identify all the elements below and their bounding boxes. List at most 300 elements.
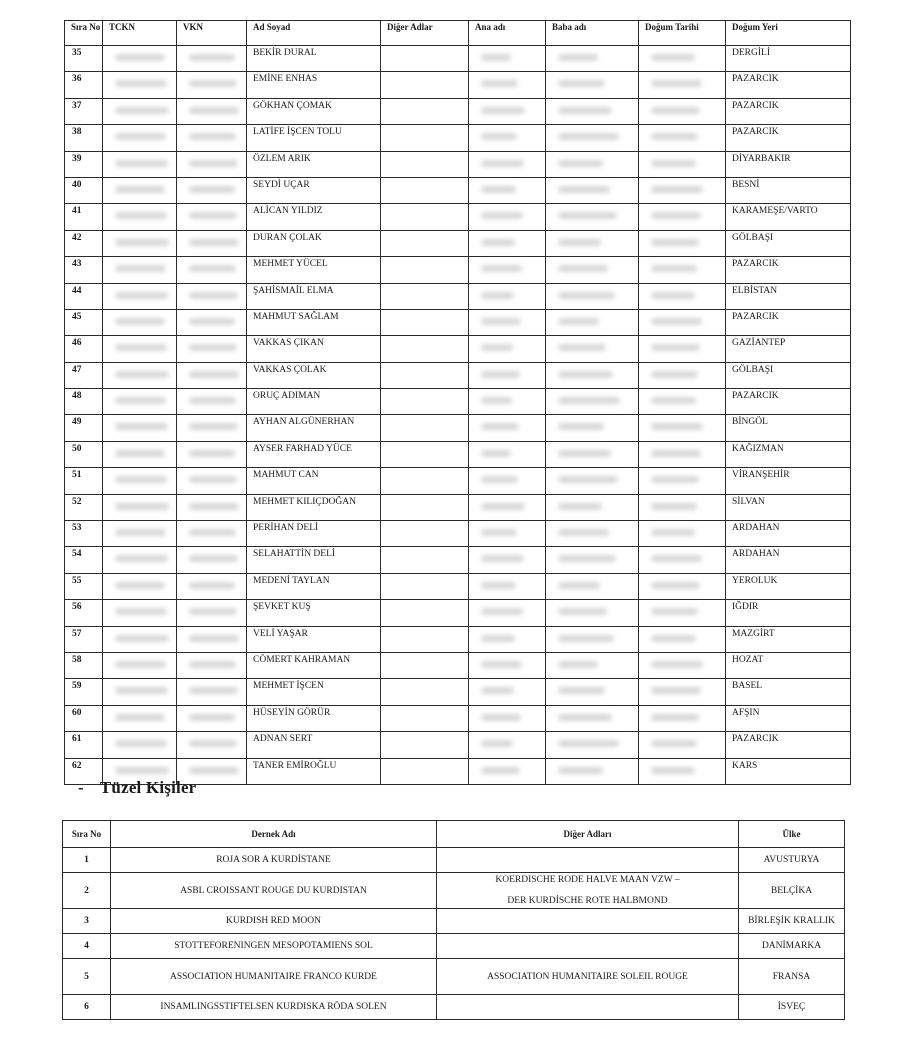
other-names-cell: [381, 705, 469, 731]
redaction-blur: [651, 54, 695, 61]
org-other-names-lines: [437, 971, 738, 983]
person-name: MEDENİ TAYLAN: [247, 573, 381, 599]
org-row-number: 2: [63, 873, 111, 909]
redaction-blur: [115, 423, 168, 430]
other-names-cell: [381, 125, 469, 151]
redacted-mother-cell: [469, 98, 546, 124]
redacted-vkn-cell: [177, 177, 247, 203]
row-number: 47: [65, 362, 103, 388]
birth-place: BESNİ: [726, 177, 851, 203]
org-name: INSAMLINGSSTIFTELSEN KURDISKA RÖDA SOLEN: [111, 995, 437, 1020]
row-number: 45: [65, 309, 103, 335]
redaction-blur: [481, 635, 515, 642]
redaction-blur: [481, 292, 514, 299]
redaction-blur: [189, 503, 239, 510]
person-name: SEYDİ UÇAR: [247, 177, 381, 203]
redaction-blur: [189, 292, 238, 299]
redacted-birth-date-cell: [639, 204, 726, 230]
birth-place: ARDAHAN: [726, 521, 851, 547]
person-name: HÜSEYİN GÖRÜR: [247, 705, 381, 731]
redaction-blur: [115, 767, 169, 774]
header-birth-date: Doğum Tarihi: [639, 21, 726, 46]
redaction-blur: [115, 608, 167, 615]
other-names-cell: [381, 230, 469, 256]
redaction-blur: [189, 529, 236, 536]
redaction-blur: [481, 555, 524, 562]
organizations-table: [62, 820, 845, 1020]
org-name: ASBL CROISSANT ROUGE DU KURDISTAN: [111, 873, 437, 909]
person-name: AYSER FARHAD YÜCE: [247, 441, 381, 467]
redaction-blur: [651, 740, 697, 747]
redacted-vkn-cell: [177, 98, 247, 124]
table-row: [65, 494, 851, 520]
redaction-blur: [115, 186, 165, 193]
row-number: 46: [65, 336, 103, 362]
org-other-names: [437, 909, 739, 934]
redaction-blur: [481, 714, 521, 721]
redacted-father-cell: [546, 732, 639, 758]
row-number: 60: [65, 705, 103, 731]
row-number: 43: [65, 257, 103, 283]
org-other-names: [437, 848, 739, 873]
redacted-tckn-cell: [103, 125, 177, 151]
redacted-vkn-cell: [177, 600, 247, 626]
redacted-birth-date-cell: [639, 521, 726, 547]
birth-place: VİRANŞEHİR: [726, 468, 851, 494]
row-number: 48: [65, 389, 103, 415]
row-number: 35: [65, 46, 103, 72]
redacted-vkn-cell: [177, 125, 247, 151]
org-row-number: 4: [63, 934, 111, 959]
redaction-blur: [651, 635, 696, 642]
redacted-birth-date-cell: [639, 494, 726, 520]
redacted-father-cell: [546, 204, 639, 230]
redacted-birth-date-cell: [639, 600, 726, 626]
redaction-blur: [189, 318, 235, 325]
org-row-number: 6: [63, 995, 111, 1020]
redaction-blur: [558, 635, 614, 642]
other-names-cell: [381, 600, 469, 626]
table-row: [63, 934, 845, 959]
organizations-table-body: [63, 848, 845, 1020]
redacted-father-cell: [546, 758, 639, 784]
redaction-blur: [189, 555, 238, 562]
redaction-blur: [115, 80, 167, 87]
row-number: 41: [65, 204, 103, 230]
redaction-blur: [189, 635, 239, 642]
org-other-name-line: DER KURDİSCHE ROTE HALBMOND: [507, 896, 668, 906]
redaction-blur: [481, 107, 525, 114]
redacted-vkn-cell: [177, 283, 247, 309]
redaction-blur: [558, 687, 605, 694]
redaction-blur: [189, 371, 239, 378]
header-name: Ad Soyad: [247, 21, 381, 46]
redacted-tckn-cell: [103, 679, 177, 705]
redacted-vkn-cell: [177, 521, 247, 547]
redaction-blur: [558, 503, 602, 510]
section-dash: -: [78, 778, 84, 797]
redaction-blur: [558, 292, 615, 299]
other-names-cell: [381, 626, 469, 652]
redacted-birth-date-cell: [639, 547, 726, 573]
redacted-vkn-cell: [177, 389, 247, 415]
redacted-birth-date-cell: [639, 336, 726, 362]
redacted-father-cell: [546, 547, 639, 573]
other-names-cell: [381, 46, 469, 72]
table-row: [65, 283, 851, 309]
redaction-blur: [481, 450, 511, 457]
person-name: MAHMUT SAĞLAM: [247, 309, 381, 335]
redaction-blur: [558, 133, 619, 140]
redaction-blur: [651, 661, 703, 668]
row-number: 44: [65, 283, 103, 309]
other-names-cell: [381, 652, 469, 678]
birth-place: PAZARCIK: [726, 309, 851, 335]
org-country: BELÇİKA: [739, 873, 845, 909]
other-names-cell: [381, 98, 469, 124]
redaction-blur: [481, 423, 519, 430]
table-row: [65, 389, 851, 415]
person-name: VAKKAS ÇIKAN: [247, 336, 381, 362]
redacted-tckn-cell: [103, 230, 177, 256]
row-number: 38: [65, 125, 103, 151]
person-name: MEHMET İŞCEN: [247, 679, 381, 705]
header-father-name: Baba adı: [546, 21, 639, 46]
redacted-vkn-cell: [177, 415, 247, 441]
redacted-father-cell: [546, 573, 639, 599]
redacted-mother-cell: [469, 626, 546, 652]
person-name: MAHMUT CAN: [247, 468, 381, 494]
birth-place: KARAMEŞE/VARTO: [726, 204, 851, 230]
redaction-blur: [115, 397, 166, 404]
person-name: ÖZLEM ARIK: [247, 151, 381, 177]
redaction-blur: [115, 582, 165, 589]
table-row: [65, 46, 851, 72]
table-row: [65, 468, 851, 494]
redaction-blur: [189, 714, 235, 721]
redaction-blur: [115, 635, 169, 642]
table-row: [65, 705, 851, 731]
redaction-blur: [651, 714, 699, 721]
redacted-mother-cell: [469, 441, 546, 467]
person-name: TANER EMİROĞLU: [247, 758, 381, 784]
redacted-birth-date-cell: [639, 389, 726, 415]
redaction-blur: [115, 239, 169, 246]
redacted-father-cell: [546, 679, 639, 705]
redacted-birth-date-cell: [639, 573, 726, 599]
birth-place: AFŞIN: [726, 705, 851, 731]
other-names-cell: [381, 494, 469, 520]
person-name: ORUÇ ADIMAN: [247, 389, 381, 415]
person-name: GÖKHAN ÇOMAK: [247, 98, 381, 124]
redaction-blur: [115, 212, 167, 219]
redacted-birth-date-cell: [639, 732, 726, 758]
person-name: ADNAN SERT: [247, 732, 381, 758]
other-names-cell: [381, 389, 469, 415]
other-names-cell: [381, 415, 469, 441]
birth-place: HOZAT: [726, 652, 851, 678]
redacted-mother-cell: [469, 732, 546, 758]
redacted-birth-date-cell: [639, 362, 726, 388]
table-row: [65, 151, 851, 177]
row-number: 59: [65, 679, 103, 705]
redaction-blur: [558, 423, 604, 430]
table-row: [65, 336, 851, 362]
redaction-blur: [651, 265, 697, 272]
redaction-blur: [189, 687, 238, 694]
person-name: PERİHAN DELİ: [247, 521, 381, 547]
redaction-blur: [189, 265, 236, 272]
redacted-mother-cell: [469, 705, 546, 731]
row-number: 58: [65, 652, 103, 678]
redaction-blur: [481, 344, 513, 351]
redacted-tckn-cell: [103, 257, 177, 283]
other-names-cell: [381, 336, 469, 362]
redacted-vkn-cell: [177, 441, 247, 467]
redacted-birth-date-cell: [639, 257, 726, 283]
persons-table-body: [65, 46, 851, 785]
row-number: 40: [65, 177, 103, 203]
redacted-father-cell: [546, 362, 639, 388]
birth-place: PAZARCIK: [726, 257, 851, 283]
birth-place: PAZARCIK: [726, 98, 851, 124]
redacted-father-cell: [546, 46, 639, 72]
birth-place: PAZARCIK: [726, 125, 851, 151]
redacted-birth-date-cell: [639, 652, 726, 678]
redacted-vkn-cell: [177, 204, 247, 230]
redaction-blur: [115, 740, 167, 747]
table-row: [65, 230, 851, 256]
redacted-mother-cell: [469, 151, 546, 177]
redaction-blur: [558, 714, 612, 721]
redaction-blur: [651, 608, 698, 615]
redaction-blur: [115, 503, 169, 510]
redaction-blur: [558, 54, 598, 61]
row-number: 57: [65, 626, 103, 652]
table-row: [63, 959, 845, 995]
redaction-blur: [115, 687, 168, 694]
redaction-blur: [189, 582, 235, 589]
other-names-cell: [381, 151, 469, 177]
redaction-blur: [481, 318, 521, 325]
org-country: FRANSA: [739, 959, 845, 995]
redacted-father-cell: [546, 705, 639, 731]
person-name: EMİNE ENHAS: [247, 72, 381, 98]
redaction-blur: [651, 318, 702, 325]
redaction-blur: [115, 450, 165, 457]
org-name: KURDISH RED MOON: [111, 909, 437, 934]
redacted-tckn-cell: [103, 72, 177, 98]
org-row-number: 5: [63, 959, 111, 995]
header-birth-place: Doğum Yeri: [726, 21, 851, 46]
redaction-blur: [481, 186, 516, 193]
redacted-tckn-cell: [103, 494, 177, 520]
redaction-blur: [558, 608, 607, 615]
redacted-mother-cell: [469, 679, 546, 705]
birth-place: PAZARCIK: [726, 732, 851, 758]
birth-place: ARDAHAN: [726, 547, 851, 573]
row-number: 53: [65, 521, 103, 547]
redacted-father-cell: [546, 652, 639, 678]
redaction-blur: [115, 265, 166, 272]
table-row: [65, 626, 851, 652]
table-row: [63, 873, 845, 909]
redaction-blur: [651, 371, 698, 378]
other-names-cell: [381, 362, 469, 388]
redacted-tckn-cell: [103, 626, 177, 652]
birth-place: GÖLBAŞI: [726, 362, 851, 388]
other-names-cell: [381, 521, 469, 547]
redaction-blur: [481, 80, 518, 87]
redacted-mother-cell: [469, 415, 546, 441]
redacted-vkn-cell: [177, 732, 247, 758]
redacted-mother-cell: [469, 336, 546, 362]
redaction-blur: [481, 212, 523, 219]
redaction-blur: [189, 212, 237, 219]
redaction-blur: [115, 107, 169, 114]
other-names-cell: [381, 177, 469, 203]
redacted-tckn-cell: [103, 46, 177, 72]
redacted-vkn-cell: [177, 652, 247, 678]
redaction-blur: [558, 582, 600, 589]
redacted-birth-date-cell: [639, 309, 726, 335]
orgs-header-row: [63, 821, 845, 848]
table-row: [65, 125, 851, 151]
redacted-birth-date-cell: [639, 415, 726, 441]
redacted-vkn-cell: [177, 468, 247, 494]
section-heading: [78, 778, 196, 798]
redaction-blur: [651, 133, 698, 140]
other-names-cell: [381, 468, 469, 494]
redaction-blur: [651, 344, 700, 351]
redacted-vkn-cell: [177, 230, 247, 256]
person-name: VELİ YAŞAR: [247, 626, 381, 652]
persons-header-row: [65, 21, 851, 46]
other-names-cell: [381, 679, 469, 705]
table-row: [65, 309, 851, 335]
redacted-mother-cell: [469, 177, 546, 203]
redaction-blur: [481, 503, 525, 510]
redaction-blur: [189, 160, 238, 167]
redacted-mother-cell: [469, 125, 546, 151]
redacted-tckn-cell: [103, 732, 177, 758]
birth-place: IĞDIR: [726, 600, 851, 626]
redacted-father-cell: [546, 309, 639, 335]
redacted-birth-date-cell: [639, 72, 726, 98]
table-row: [65, 732, 851, 758]
redaction-blur: [189, 608, 237, 615]
birth-place: DERGİLİ: [726, 46, 851, 72]
row-number: 56: [65, 600, 103, 626]
redaction-blur: [115, 54, 165, 61]
redacted-tckn-cell: [103, 573, 177, 599]
redaction-blur: [189, 54, 235, 61]
redaction-blur: [558, 344, 606, 351]
redaction-blur: [115, 661, 166, 668]
redaction-blur: [189, 397, 236, 404]
other-names-cell: [381, 573, 469, 599]
other-names-cell: [381, 441, 469, 467]
redacted-father-cell: [546, 468, 639, 494]
row-number: 51: [65, 468, 103, 494]
birth-place: PAZARCIK: [726, 389, 851, 415]
birth-place: GÖLBAŞI: [726, 230, 851, 256]
row-number: 49: [65, 415, 103, 441]
birth-place: MAZGİRT: [726, 626, 851, 652]
redacted-tckn-cell: [103, 547, 177, 573]
redaction-blur: [558, 476, 618, 483]
redacted-mother-cell: [469, 573, 546, 599]
redacted-tckn-cell: [103, 652, 177, 678]
redacted-father-cell: [546, 98, 639, 124]
redaction-blur: [558, 212, 617, 219]
redaction-blur: [115, 371, 169, 378]
redaction-blur: [481, 476, 518, 483]
redacted-vkn-cell: [177, 46, 247, 72]
table-row: [65, 679, 851, 705]
person-name: ALİCAN YILDIZ: [247, 204, 381, 230]
redaction-blur: [115, 160, 168, 167]
org-other-names: [437, 995, 739, 1020]
redaction-blur: [651, 292, 695, 299]
redaction-blur: [558, 318, 599, 325]
other-names-cell: [381, 283, 469, 309]
redacted-mother-cell: [469, 257, 546, 283]
birth-place: SİLVAN: [726, 494, 851, 520]
redacted-birth-date-cell: [639, 679, 726, 705]
person-name: AYHAN ALGÜNERHAN: [247, 415, 381, 441]
redaction-blur: [115, 344, 167, 351]
redacted-mother-cell: [469, 468, 546, 494]
header-vkn: VKN: [177, 21, 247, 46]
redacted-birth-date-cell: [639, 230, 726, 256]
org-header-name: Dernek Adı: [111, 821, 437, 848]
redacted-vkn-cell: [177, 626, 247, 652]
row-number: 62: [65, 758, 103, 784]
table-row: [65, 257, 851, 283]
redaction-blur: [115, 714, 165, 721]
redaction-blur: [651, 450, 701, 457]
org-header-country: Ülke: [739, 821, 845, 848]
redacted-mother-cell: [469, 309, 546, 335]
row-number: 50: [65, 441, 103, 467]
other-names-cell: [381, 758, 469, 784]
redaction-blur: [189, 450, 235, 457]
org-row-number: 3: [63, 909, 111, 934]
org-other-name-line: KOERDISCHE RODE HALVE MAAN VZW –: [495, 875, 680, 885]
redaction-blur: [115, 318, 165, 325]
row-number: 54: [65, 547, 103, 573]
redaction-blur: [115, 292, 168, 299]
redaction-blur: [558, 767, 603, 774]
redacted-birth-date-cell: [639, 98, 726, 124]
person-name: MEHMET YÜCEL: [247, 257, 381, 283]
person-name: SELAHATTİN DELİ: [247, 547, 381, 573]
table-row: [65, 204, 851, 230]
redacted-father-cell: [546, 415, 639, 441]
redaction-blur: [558, 661, 598, 668]
birth-place: ELBİSTAN: [726, 283, 851, 309]
redacted-vkn-cell: [177, 679, 247, 705]
redaction-blur: [651, 80, 702, 87]
redaction-blur: [189, 80, 237, 87]
redaction-blur: [189, 740, 237, 747]
redaction-blur: [481, 582, 516, 589]
redaction-blur: [189, 767, 239, 774]
redacted-tckn-cell: [103, 177, 177, 203]
org-header-no: Sıra No: [63, 821, 111, 848]
redacted-tckn-cell: [103, 309, 177, 335]
